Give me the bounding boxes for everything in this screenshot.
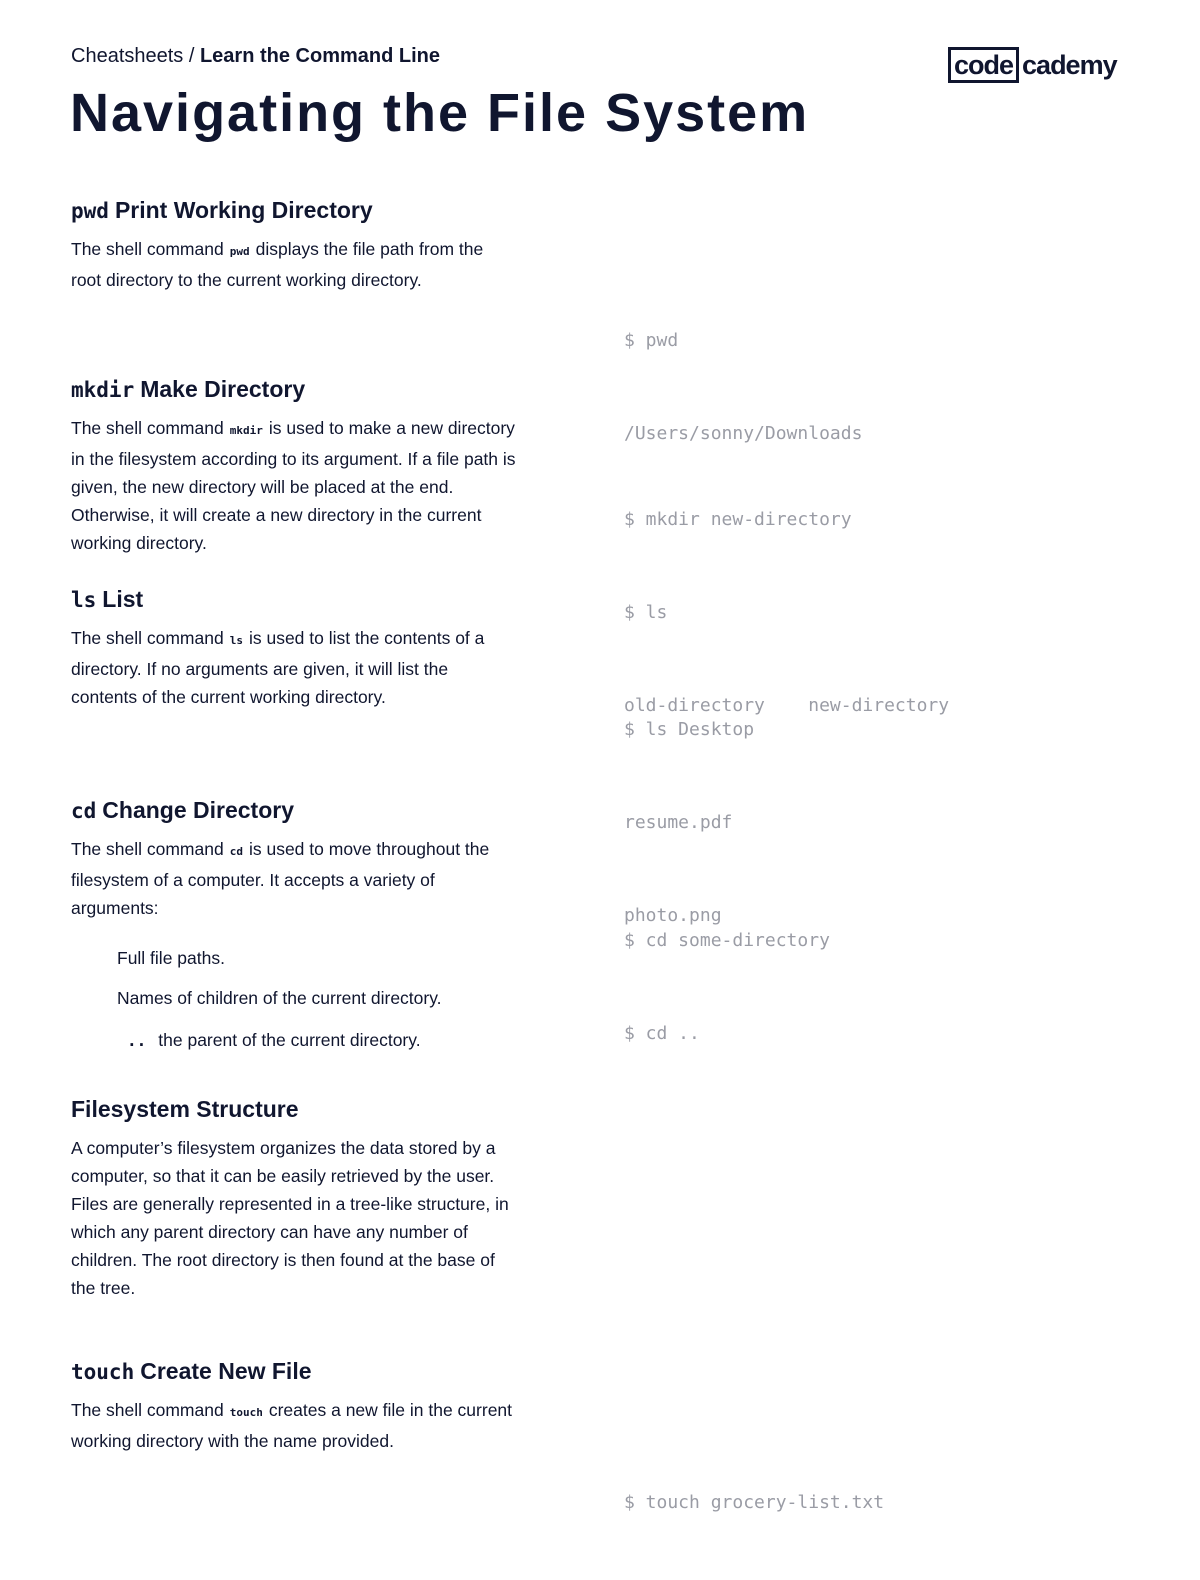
code-line: $ ls [624,602,668,623]
section-description [71,1134,516,1302]
inline-code: touch [229,1406,263,1419]
description-text: The shell command [71,628,224,648]
description-text: creates a new file in the current working directory with the name provided. [71,1400,513,1451]
code-line: old-directory new-directory [624,695,950,716]
section-heading [71,795,294,826]
heading-command: mkdir [71,378,135,402]
description-text: is used to list the contents of a directory. If no arguments are given, it will list the contents of the current working directory. [71,628,485,707]
logo-text: cademy [1022,49,1117,80]
heading-command: touch [71,1360,135,1384]
heading-text: Print Working Directory [114,197,373,223]
description-text: A computer’s filesystem organizes the data stored by a computer, so that it can be easily retrieved by the user. Files are generally represented in a tree-like structure, in which any parent directory can have any number of children. The root directory is then found at the base of the tree. [71,1138,509,1298]
code-example-cd [624,863,830,1111]
section-heading [71,584,143,615]
heading-command: cd [71,799,97,823]
code-line: $ mkdir new-directory [624,509,852,530]
list-item: Full file paths. [117,948,225,968]
heading-text: List [102,586,144,612]
inline-code: .. [127,1031,147,1050]
description-text: The shell command [71,239,224,259]
code-line: $ ls Desktop [624,719,755,740]
section-description [71,414,516,557]
heading-command: ls [71,588,97,612]
description-text: is used to move throughout the filesystem of a computer. It accepts a variety of arguments: [71,839,490,918]
code-line: $ cd some-directory [624,930,830,951]
section-heading [71,1356,312,1387]
section-description [71,1396,516,1455]
code-example-touch [624,1425,884,1580]
heading-command: pwd [71,199,109,223]
codecademy-logo[interactable] [948,46,1117,84]
heading-text: Make Directory [140,376,306,402]
code-line: photo.png [624,905,722,926]
section-description [71,624,516,711]
heading-text: Change Directory [102,797,295,823]
breadcrumb-link-cheatsheets[interactable]: Cheatsheets [71,45,184,67]
code-line: $ pwd [624,330,679,351]
section-description [71,835,516,922]
logo-code-box: code [948,47,1019,83]
inline-code: mkdir [229,424,263,437]
page-title: Navigating the File System [70,83,810,143]
heading-text: Create New File [140,1358,312,1384]
section-heading [71,374,305,405]
section-heading [71,195,373,226]
breadcrumb-separator: / [183,45,200,67]
description-text: The shell command [71,839,224,859]
list-item-text: the parent of the current directory. [158,1030,421,1050]
description-text: The shell command [71,1400,224,1420]
description-text: The shell command [71,418,224,438]
description-text: displays the file path from the root directory to the current working directory. [71,239,484,290]
code-line: $ touch grocery-list.txt [624,1492,885,1513]
code-line: resume.pdf [624,812,733,833]
code-line: /Users/sonny/Downloads [624,423,863,444]
inline-code: pwd [229,245,250,258]
breadcrumb-link-learn-the-command-line[interactable]: Learn the Command Line [199,45,440,67]
inline-code: cd [229,845,243,858]
section-description [71,235,516,294]
code-line: $ cd .. [624,1023,700,1044]
list-item [117,1026,421,1055]
list-item: Names of children of the current directory. [117,988,442,1008]
inline-code: ls [229,634,243,647]
description-text: is used to make a new directory in the filesystem according to its argument. If a file path is given, the new directory will be placed at the end. Otherwise, it will create a new directory in the current working directory. [71,418,516,553]
section-heading: Filesystem Structure [71,1096,299,1122]
breadcrumb [71,45,440,68]
